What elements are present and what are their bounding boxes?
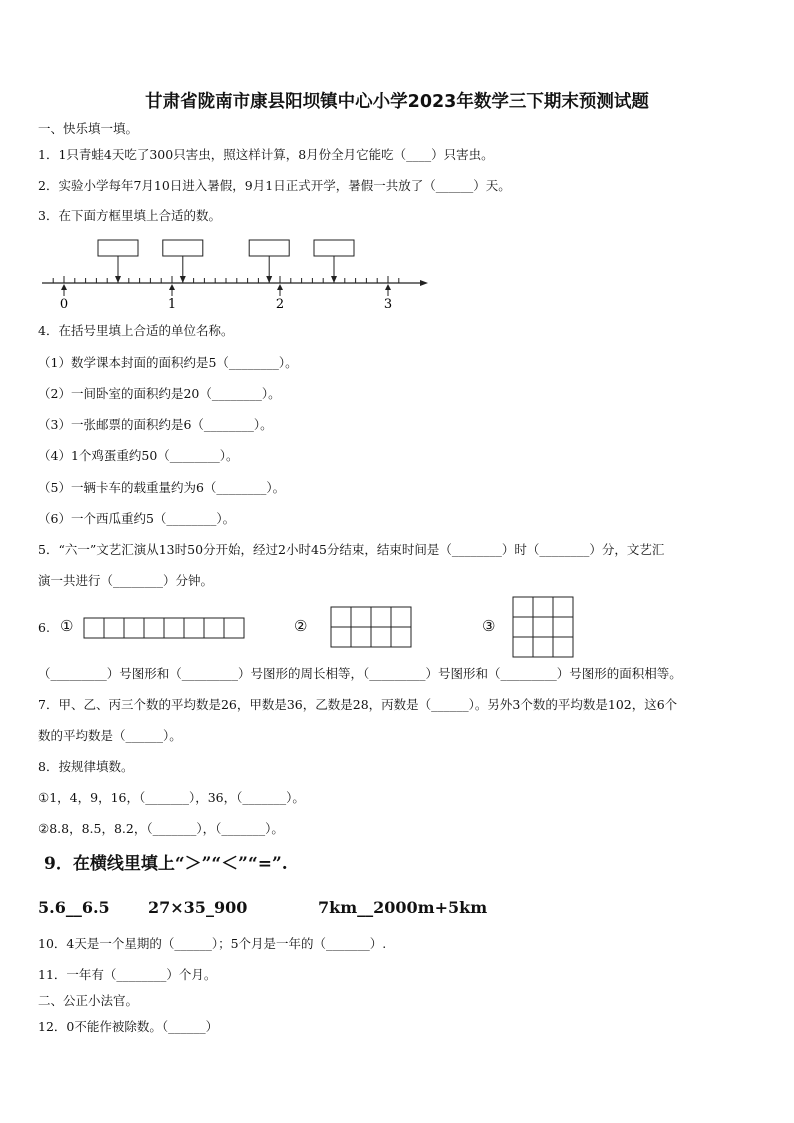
shape-2-cell [391,607,411,627]
shape-1-cell [84,618,104,638]
shape-1-label: ① [60,617,74,635]
shape-3-cell [553,617,573,637]
shape-2-cell [371,607,391,627]
question-9-items [38,900,487,916]
question-7-line-2: 数的平均数是（______）。 [38,728,182,743]
question-4-item-6: （6）一个西瓜重约5（________）。 [38,511,236,526]
shape-3-label: ③ [482,617,496,635]
shape-1-grid [83,617,245,639]
answer-box [98,240,138,256]
question-11: 11．一年有（________）个月。 [38,967,217,982]
answer-box [163,240,203,256]
question-4: 4．在括号里填上合适的单位名称。 [38,323,234,338]
shape-3-cell [513,597,533,617]
question-4-item-3: （3）一张邮票的面积约是6（________）。 [38,417,273,432]
number-line-label-2: 2 [275,297,285,312]
question-6-answer: （_________）号图形和（_________）号图形的周长相等，（_________）号图形和（_________）号图形的面积相等。 [38,666,682,681]
question-4-item-5: （5）一辆卡车的载重量约为6（________）。 [38,480,286,495]
shape-1-cell [204,618,224,638]
shape-3-cell [533,637,553,657]
question-9-item-3: 7km__2000m+5km [318,898,488,917]
shape-2-label: ② [294,617,308,635]
number-line-label-1: 1 [167,297,177,312]
question-8: 8．按规律填数。 [38,759,134,774]
shape-2-grid [330,606,414,648]
number-line-pointer-head [277,284,283,290]
question-5-line-1: 5．“六一”文艺汇演从13时50分开始，经过2小时45分结束，结束时间是（________）时（________）分，文艺汇 [38,542,665,557]
answer-box [249,240,289,256]
question-1: 1．1只青蛙4天吃了300只害虫，照这样计算，8月份全月它能吃（____）只害虫。 [38,147,494,162]
shape-1-cell [224,618,244,638]
shape-3-cell [533,597,553,617]
shape-2-cell [351,627,371,647]
shape-3-cell [513,637,533,657]
shape-3-grid [512,596,575,659]
section-heading-1: 一、快乐填一填。 [38,121,139,136]
answer-box [314,240,354,256]
shape-3-cell [553,637,573,657]
question-5-line-2: 演一共进行（________）分钟。 [38,573,214,588]
question-6-number: 6. [38,620,50,635]
question-7-line-1: 7．甲、乙、丙三个数的平均数是26，甲数是36，乙数是28，丙数是（______）。另外3个数的平均数是102，这6个 [38,697,678,712]
shape-1-cell [124,618,144,638]
number-line-label-0: 0 [59,297,69,312]
shape-3-cell [513,617,533,637]
question-4-item-4: （4）1个鸡蛋重约50（________）。 [38,448,239,463]
question-10: 10．4天是一个星期的（______）；5个月是一年的（_______）. [38,936,387,951]
shape-3-cell [553,597,573,617]
section-heading-2: 二、公正小法官。 [38,993,139,1008]
shape-2-cell [331,607,351,627]
number-line-figure [38,236,438,316]
number-line-label-3: 3 [383,297,393,312]
shape-1-cell [184,618,204,638]
shape-1-cell [164,618,184,638]
question-4-item-2: （2）一间卧室的面积约是20（________）。 [38,386,281,401]
question-2: 2．实验小学每年7月10日进入暑假，9月1日正式开学，暑假一共放了（______）天。 [38,178,511,193]
question-8-item-2: ②8.8，8.5，8.2，（_______），（_______）。 [38,821,284,836]
shape-1-cell [104,618,124,638]
question-9-title: 9．在横线里填上“＞”“＜”“=”. [44,854,288,874]
shape-2-cell [331,627,351,647]
shape-2-cell [371,627,391,647]
shape-2-cell [351,607,371,627]
question-4-item-1: （1）数学课本封面的面积约是5（________）。 [38,355,298,370]
number-line-pointer-head [385,284,391,290]
question-9-item-1: 5.6__6.5 [38,898,110,917]
number-line-pointer-head [61,284,67,290]
shape-2-cell [391,627,411,647]
shape-1-cell [144,618,164,638]
shape-3-cell [533,617,553,637]
number-line-pointer-head [169,284,175,290]
question-9-item-2: 27×35_900 [148,898,248,917]
question-8-item-1: ①1，4，9，16，（_______），36，（_______）。 [38,790,305,805]
question-3: 3．在下面方框里填上合适的数。 [38,208,221,223]
question-12: 12．0不能作被除数。（______） [38,1019,219,1034]
page-title: 甘肃省陇南市康县阳坝镇中心小学2023年数学三下期末预测试题 [145,92,649,112]
